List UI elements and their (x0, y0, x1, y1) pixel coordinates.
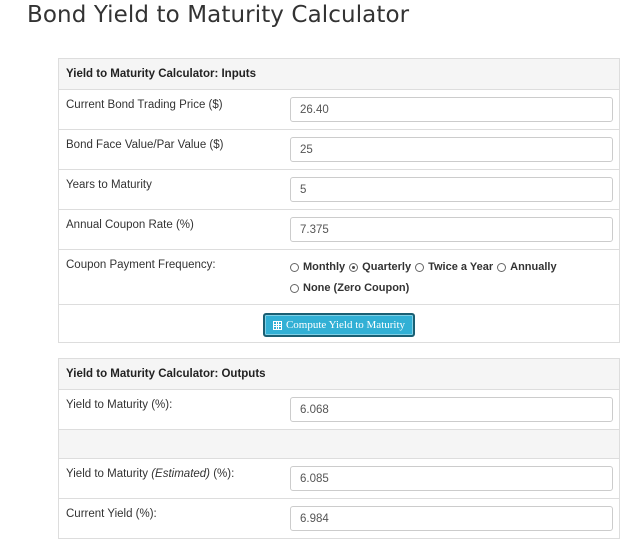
outputs-panel-heading: Yield to Maturity Calculator: Outputs (59, 359, 619, 390)
radio-monthly-label: Monthly (303, 261, 346, 273)
frequency-row (59, 250, 619, 305)
radio-annually[interactable] (497, 261, 556, 273)
face-value-row (59, 130, 619, 170)
radio-annually-label: Annually (510, 261, 557, 273)
years-label: Years to Maturity (66, 179, 152, 191)
current-yield-row (59, 499, 619, 539)
radio-quarterly[interactable] (349, 261, 411, 273)
radio-zero-coupon-label: None (Zero Coupon) (303, 282, 410, 294)
coupon-rate-label: Annual Coupon Rate (%) (66, 219, 194, 231)
compute-button-label: Compute Yield to Maturity (285, 319, 406, 331)
frequency-radio-group (290, 259, 561, 301)
radio-quarterly-circle[interactable] (349, 263, 358, 272)
compute-button[interactable] (263, 313, 415, 337)
radio-twice-a-year-label: Twice a Year (428, 261, 494, 273)
radio-monthly[interactable] (290, 261, 345, 273)
radio-zero-coupon[interactable] (290, 282, 409, 294)
outputs-panel (58, 358, 620, 539)
ytm-estimated-label-emphasis: (Estimated) (151, 468, 211, 480)
years-row (59, 170, 619, 210)
ytm-estimated-label (66, 468, 234, 480)
face-value-input[interactable] (290, 137, 613, 162)
frequency-label: Coupon Payment Frequency: (66, 259, 216, 271)
page-title: Bond Yield to Maturity Calculator (27, 2, 410, 28)
radio-zero-coupon-circle[interactable] (290, 284, 299, 293)
compute-row (59, 305, 619, 343)
ytm-row (59, 390, 619, 430)
ytm-estimated-label-suffix: (%): (210, 468, 235, 480)
calculator-icon (273, 321, 282, 330)
face-value-label: Bond Face Value/Par Value ($) (66, 139, 224, 151)
ytm-label: Yield to Maturity (%): (66, 399, 173, 411)
radio-twice-a-year-circle[interactable] (415, 263, 424, 272)
radio-monthly-circle[interactable] (290, 263, 299, 272)
current-yield-label: Current Yield (%): (66, 508, 157, 520)
price-row (59, 90, 619, 130)
ytm-output[interactable] (290, 397, 613, 422)
ytm-estimated-label-prefix: Yield to Maturity (66, 468, 152, 480)
ytm-estimated-row (59, 459, 619, 499)
radio-twice-a-year[interactable] (415, 261, 493, 273)
radio-quarterly-label: Quarterly (362, 261, 412, 273)
coupon-rate-input[interactable] (290, 217, 613, 242)
inputs-panel-heading: Yield to Maturity Calculator: Inputs (59, 59, 619, 90)
outputs-spacer (59, 430, 619, 459)
years-input[interactable] (290, 177, 613, 202)
inputs-panel (58, 58, 620, 343)
coupon-rate-row (59, 210, 619, 250)
price-label: Current Bond Trading Price ($) (66, 99, 223, 111)
current-yield-output[interactable] (290, 506, 613, 531)
ytm-estimated-output[interactable] (290, 466, 613, 491)
price-input[interactable] (290, 97, 613, 122)
radio-annually-circle[interactable] (497, 263, 506, 272)
